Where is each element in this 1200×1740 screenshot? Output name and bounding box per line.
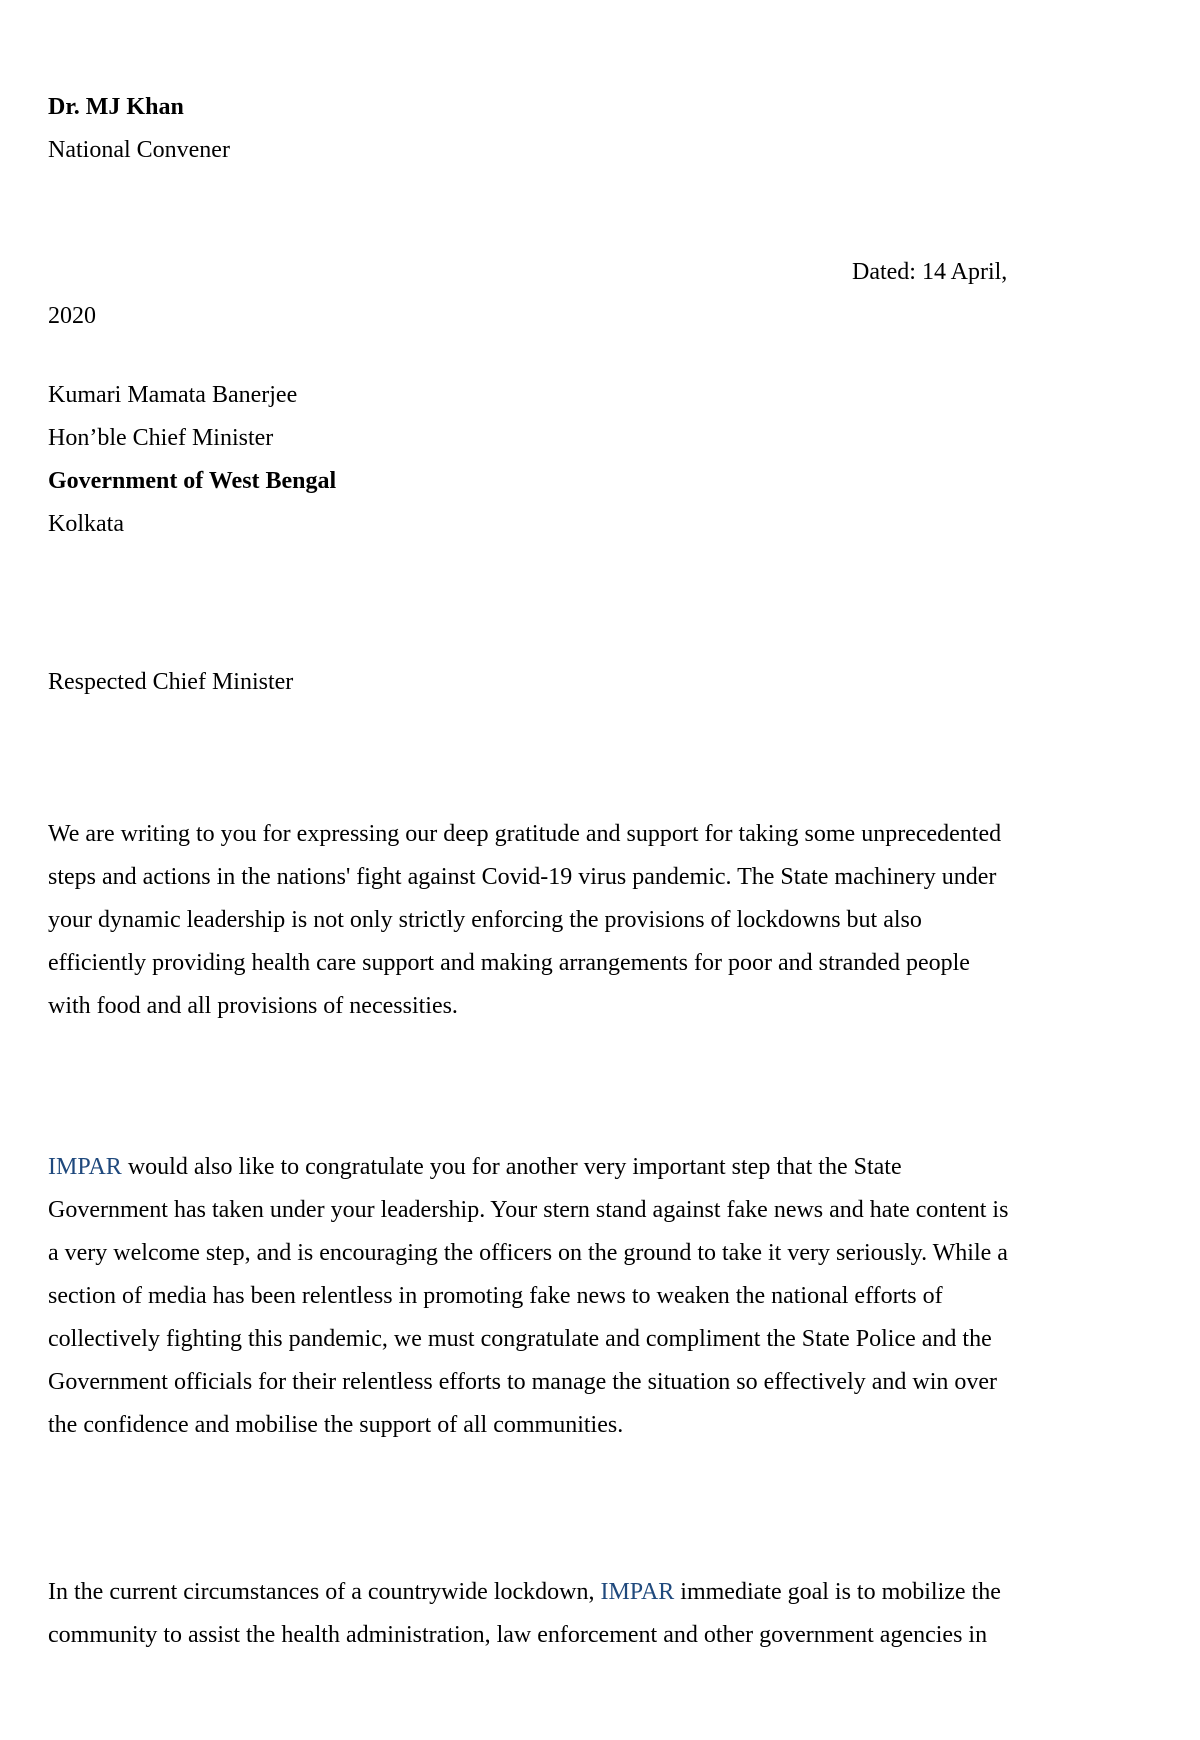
sender-title: National Convener — [48, 137, 230, 163]
paragraph-line — [48, 1571, 1001, 1614]
paragraph-line: collectively fighting this pandemic, we must congratulate and compliment the State Police and the — [48, 1326, 992, 1352]
paragraph-2 — [48, 1146, 1008, 1447]
sender-block — [48, 86, 230, 172]
paragraph-text: would also like to congratulate you for another very important step that the State — [121, 1154, 902, 1180]
paragraph-line: with food and all provisions of necessities. — [48, 993, 458, 1019]
recipient-city: Kolkata — [48, 511, 124, 537]
paragraph-line — [48, 1146, 1008, 1189]
recipient-title: Hon’ble Chief Minister — [48, 425, 274, 451]
paragraph-3 — [48, 1571, 1001, 1657]
recipient-org: Government of West Bengal — [48, 468, 337, 494]
paragraph-text: immediate goal is to mobilize the — [674, 1579, 1001, 1605]
paragraph-line: steps and actions in the nations' fight against Covid-19 virus pandemic. The State machinery under — [48, 864, 997, 890]
date-line-2 — [48, 295, 96, 338]
paragraph-line: a very welcome step, and is encouraging the officers on the ground to take it very seriously. While a — [48, 1240, 1008, 1266]
salutation: Respected Chief Minister — [48, 669, 294, 695]
date-text: Dated: 14 April, — [852, 259, 1008, 285]
paragraph-line: section of media has been relentless in promoting fake news to weaken the national efforts of — [48, 1283, 943, 1309]
paragraph-line: your dynamic leadership is not only strictly enforcing the provisions of lockdowns but also — [48, 907, 922, 933]
salutation-block — [48, 661, 293, 704]
impar-text: IMPAR — [48, 1154, 122, 1180]
paragraph-line: efficiently providing health care support and making arrangements for poor and stranded people — [48, 950, 970, 976]
paragraph-line: Government officials for their relentless efforts to manage the situation so effectively and win over — [48, 1369, 998, 1395]
recipient-block — [48, 374, 336, 546]
date-line-1 — [852, 251, 1007, 294]
paragraph-line: the confidence and mobilise the support of all communities. — [48, 1412, 624, 1438]
paragraph-1 — [48, 813, 1001, 1028]
recipient-name: Kumari Mamata Banerjee — [48, 382, 298, 408]
paragraph-line: community to assist the health administration, law enforcement and other government agencies in — [48, 1622, 988, 1648]
date-year: 2020 — [48, 303, 96, 329]
impar-text: IMPAR — [600, 1579, 675, 1605]
paragraph-line: Government has taken under your leadership. Your stern stand against fake news and hate content is — [48, 1197, 1009, 1223]
paragraph-line: We are writing to you for expressing our deep gratitude and support for taking some unprecedented — [48, 821, 1002, 847]
paragraph-text: In the current circumstances of a countrywide lockdown, — [48, 1579, 601, 1605]
sender-name: Dr. MJ Khan — [48, 94, 184, 120]
